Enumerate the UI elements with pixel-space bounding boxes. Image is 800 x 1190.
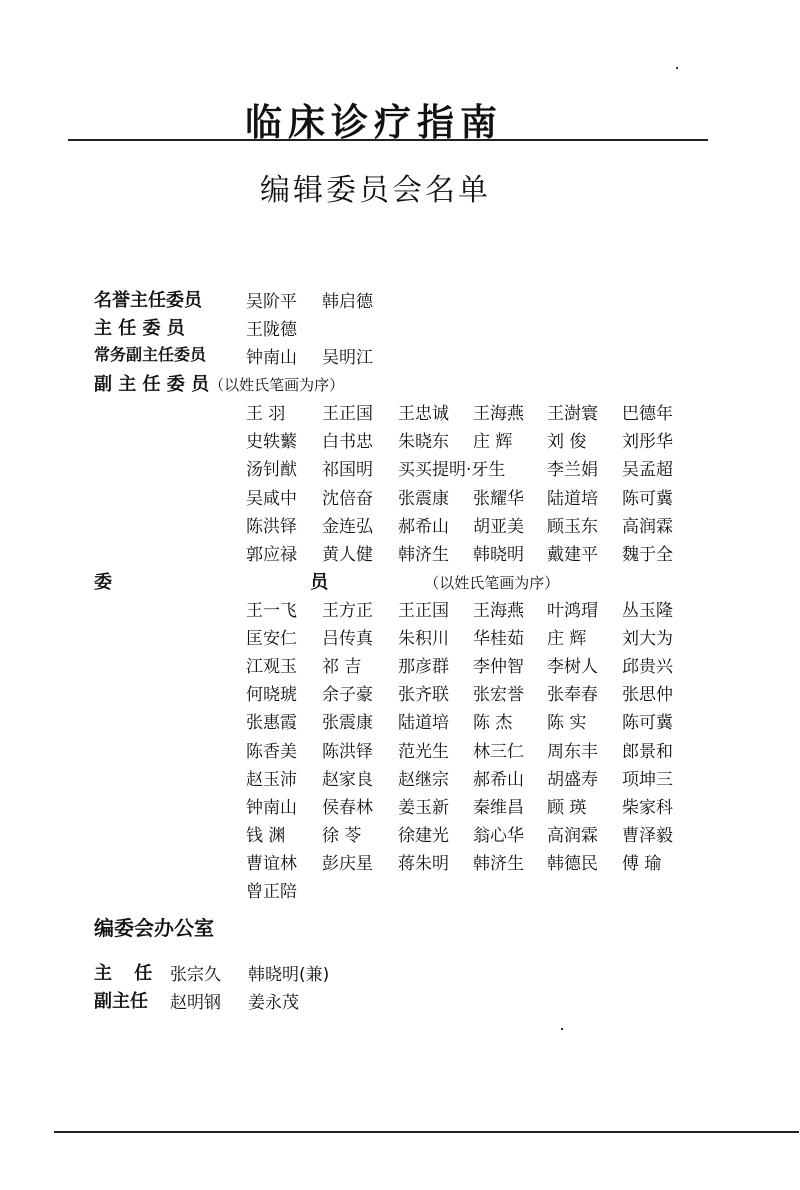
committee-name: 曾正陪 <box>246 882 297 902</box>
committee-name: 王方正 <box>322 601 373 621</box>
committee-name: 那彦群 <box>398 657 449 678</box>
committee-name: 朱晓东 <box>398 432 449 453</box>
members-order-note: （以姓氏笔画为序） <box>424 574 560 592</box>
honorary-name: 韩启德 <box>322 292 373 312</box>
office-deputy-name: 赵明钢 <box>170 993 221 1013</box>
committee-name: 徐 苓 <box>322 825 362 846</box>
committee-name: 吴孟超 <box>622 460 673 481</box>
committee-name: 庄 辉 <box>473 432 513 453</box>
committee-name: 丛玉隆 <box>622 601 673 621</box>
committee-name: 祁国明 <box>322 460 373 481</box>
office-director-label: 主 任 <box>94 963 161 984</box>
committee-name: 陈 杰 <box>473 713 513 734</box>
committee-name: 郝希山 <box>398 516 449 537</box>
committee-name: 曹谊林 <box>246 853 297 874</box>
vice-chair-role: 副 主 任 委 员 <box>94 374 210 395</box>
committee-name: 朱积川 <box>398 629 449 650</box>
committee-name: 胡亚美 <box>473 516 524 537</box>
office-heading: 编委会办公室 <box>94 916 214 940</box>
scan-speck <box>561 1028 563 1030</box>
honorary-name: 吴阶平 <box>246 292 297 312</box>
committee-name: 柴家科 <box>622 797 673 818</box>
committee-name: 王一飞 <box>246 601 297 621</box>
committee-name: 李仲智 <box>473 657 524 678</box>
committee-name: 陈洪铎 <box>322 741 373 762</box>
committee-name: 刘 俊 <box>547 432 587 453</box>
committee-name: 王 羽 <box>246 404 286 424</box>
committee-name: 韩晓明 <box>473 545 524 565</box>
committee-name: 王正国 <box>322 404 373 424</box>
honorary-chair-label: 名誉主任委员 <box>94 290 202 311</box>
committee-name: 刘大为 <box>622 629 673 650</box>
committee-name: 陈可冀 <box>622 488 673 509</box>
committee-name: 陈洪铎 <box>246 516 297 537</box>
book-title: 临床诊疗指南 <box>245 101 503 144</box>
committee-name: 陈香美 <box>246 741 297 762</box>
committee-name: 张惠霞 <box>246 713 297 734</box>
committee-name: 匡安仁 <box>246 629 297 650</box>
chair-name: 王陇德 <box>246 320 297 340</box>
committee-name: 范光生 <box>398 741 449 762</box>
committee-name: 傅 瑜 <box>622 853 662 874</box>
committee-name: 郝希山 <box>473 769 524 790</box>
committee-name: 李树人 <box>547 657 598 678</box>
committee-name: 林三仁 <box>473 741 524 762</box>
committee-name: 张震康 <box>322 713 373 734</box>
committee-name: 汤钊猷 <box>246 460 297 481</box>
committee-name: 张思仲 <box>622 685 673 706</box>
committee-name: 张齐联 <box>398 685 449 706</box>
committee-name: 华桂茹 <box>473 629 524 650</box>
members-role: 委 员 <box>94 572 425 593</box>
committee-name: 韩德民 <box>547 853 598 874</box>
committee-name: 韩济生 <box>398 545 449 565</box>
committee-name: 买买提明·牙生 <box>398 460 506 481</box>
exec-vice-chair-label: 常务副主任委员 <box>94 345 207 364</box>
committee-name: 徐建光 <box>398 825 449 846</box>
committee-name: 何晓琥 <box>246 685 297 706</box>
committee-name: 项坤三 <box>622 769 673 790</box>
committee-name: 韩济生 <box>473 853 524 874</box>
committee-name: 王忠诚 <box>398 404 449 424</box>
committee-name: 张奉春 <box>547 685 598 706</box>
committee-name: 张耀华 <box>473 488 524 509</box>
committee-title: 编辑委员会名单 <box>260 173 491 208</box>
exec-vice-name: 吴明江 <box>322 348 373 368</box>
committee-name: 沈倍奋 <box>322 488 373 509</box>
committee-name: 张震康 <box>398 488 449 509</box>
chair-label: 主 任 委 员 <box>94 318 185 339</box>
committee-name: 陆道培 <box>398 713 449 734</box>
committee-name: 金连弘 <box>322 516 373 537</box>
committee-name: 戴建平 <box>547 545 598 565</box>
committee-name: 高润霖 <box>547 825 598 846</box>
committee-name: 陈 实 <box>547 713 587 734</box>
committee-name: 彭庆星 <box>322 853 373 874</box>
committee-name: 叶鸿瑁 <box>547 601 598 621</box>
committee-name: 翁心华 <box>473 825 524 846</box>
committee-name: 庄 辉 <box>547 629 587 650</box>
committee-name: 巴德年 <box>622 404 673 424</box>
office-deputy-name: 姜永茂 <box>248 993 299 1013</box>
members-label <box>94 568 559 594</box>
committee-name: 王海燕 <box>473 601 524 621</box>
committee-name: 吴咸中 <box>246 488 297 509</box>
committee-name: 钱 渊 <box>246 825 286 846</box>
committee-name: 赵玉沛 <box>246 769 297 790</box>
office-deputy-label: 副主任 <box>94 991 148 1012</box>
committee-name: 白书忠 <box>322 432 373 453</box>
committee-name: 余子豪 <box>322 685 373 706</box>
committee-name: 秦维昌 <box>473 797 524 818</box>
committee-name: 王正国 <box>398 601 449 621</box>
committee-name: 黄人健 <box>322 545 373 565</box>
committee-name: 蒋朱明 <box>398 853 449 874</box>
footer-rule <box>54 1131 799 1133</box>
committee-name: 钟南山 <box>246 797 297 818</box>
office-director-name: 韩晓明(兼) <box>248 965 330 985</box>
exec-vice-name: 钟南山 <box>246 348 297 368</box>
committee-name: 侯春林 <box>322 797 373 818</box>
committee-name: 赵继宗 <box>398 769 449 790</box>
committee-name: 陈可冀 <box>622 713 673 734</box>
vice-chair-label <box>94 370 344 396</box>
office-director-name: 张宗久 <box>170 965 221 985</box>
title-rule <box>68 139 708 141</box>
committee-name: 祁 吉 <box>322 657 362 678</box>
committee-name: 张宏誉 <box>473 685 524 706</box>
committee-name: 李兰娟 <box>547 460 598 481</box>
committee-name: 郭应禄 <box>246 545 297 565</box>
scan-speck <box>676 67 678 69</box>
committee-name: 高润霖 <box>622 516 673 537</box>
committee-name: 郎景和 <box>622 741 673 762</box>
committee-name: 王澍寰 <box>547 404 598 424</box>
committee-name: 刘彤华 <box>622 432 673 453</box>
committee-name: 吕传真 <box>322 629 373 650</box>
committee-name: 顾 瑛 <box>547 797 587 818</box>
committee-name: 陆道培 <box>547 488 598 509</box>
committee-name: 姜玉新 <box>398 797 449 818</box>
committee-name: 魏于全 <box>622 545 673 565</box>
committee-name: 赵家良 <box>322 769 373 790</box>
committee-name: 胡盛寿 <box>547 769 598 790</box>
committee-name: 周东丰 <box>547 741 598 762</box>
committee-name: 邱贵兴 <box>622 657 673 678</box>
committee-name: 江观玉 <box>246 657 297 678</box>
committee-name: 曹泽毅 <box>622 825 673 846</box>
vice-chair-order-note: （以姓氏笔画为序） <box>209 376 345 394</box>
committee-name: 顾玉东 <box>547 516 598 537</box>
committee-name: 史轶蘩 <box>246 432 297 453</box>
committee-name: 王海燕 <box>473 404 524 424</box>
